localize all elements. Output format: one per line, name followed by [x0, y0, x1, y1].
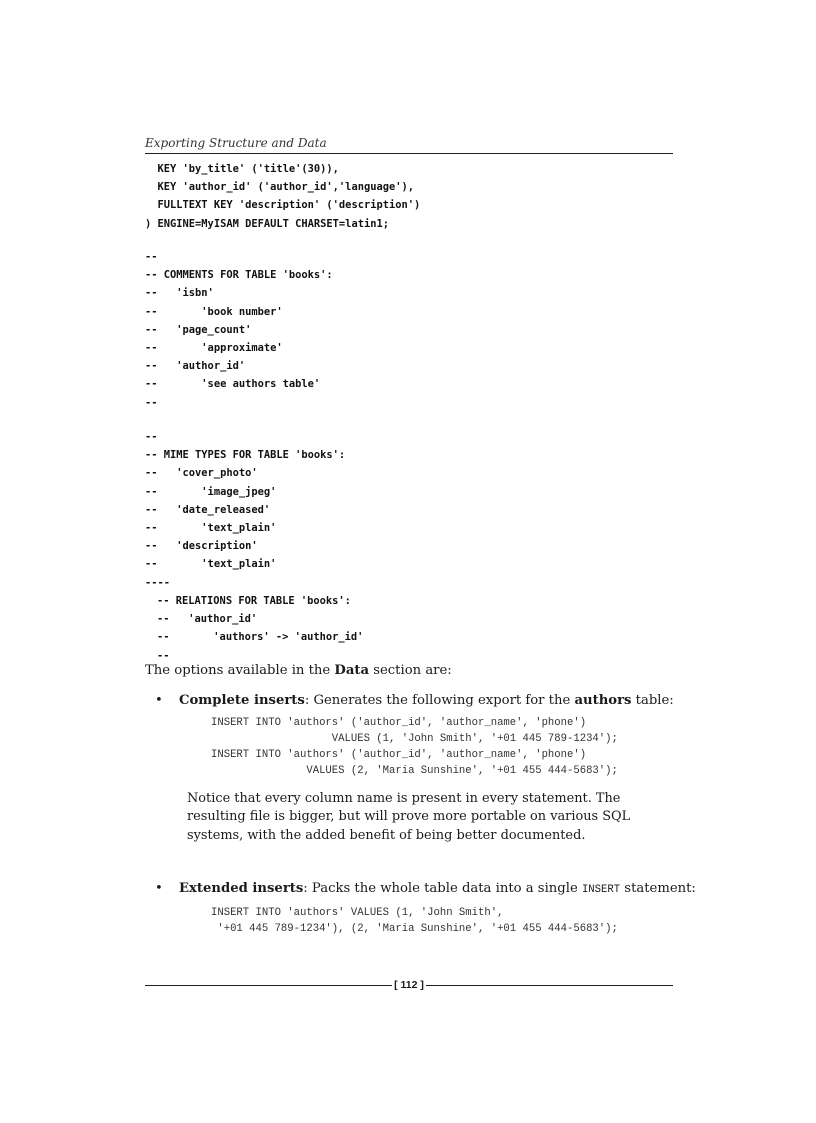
running-header: Exporting Structure and Data — [145, 135, 673, 154]
code-block-comments: -- -- COMMENTS FOR TABLE 'books': -- 'isbn' -- 'book number' -- 'page_count' -- 'approximate' -- 'author_id' -- 'see authors table' -- — [145, 251, 333, 409]
bullet-term: Complete inserts — [179, 693, 305, 708]
bullet-term: Extended inserts — [179, 881, 304, 896]
page-footer — [145, 978, 673, 992]
bullet-text — [179, 880, 696, 899]
notice-paragraph: Notice that every column name is present in every statement. The resulting file is bigger, but will prove more portable on various SQL systems, with the added benefit of being better documented. — [187, 791, 631, 843]
footer-rule-right — [426, 985, 673, 986]
bullet-text-after: statement: — [620, 881, 696, 896]
bullet-bold-word: authors — [574, 693, 632, 708]
intro-text-before: The options available in the — [145, 663, 335, 678]
bullet-text — [179, 692, 679, 710]
intro-text-after: section are: — [369, 663, 452, 678]
bullet-icon: • — [155, 881, 163, 896]
footer-rule-left — [145, 985, 392, 986]
code-block-sql-end: KEY 'by_title' ('title'(30)), KEY 'author_id' ('author_id','language'), FULLTEXT KEY 'description' ('description') ) ENGINE=MyISAM DEFAULT CHARSET=latin1; — [145, 163, 421, 230]
code-block-complete-inserts: INSERT INTO 'authors' ('author_id', 'author_name', 'phone') VALUES (1, 'John Smith', '+01 445 789-1234'); INSERT INTO 'authors' ('author_id', 'author_name', 'phone') VALUES (2, 'Maria Sunshine', '+01 455 444-5683'); — [211, 717, 618, 777]
code-block-extended-inserts: INSERT INTO 'authors' VALUES (1, 'John Smith', '+01 445 789-1234'), (2, 'Maria Sunshine', '+01 455 444-5683'); — [211, 907, 618, 935]
code-block-mime-types: -- -- MIME TYPES FOR TABLE 'books': -- 'cover_photo' -- 'image_jpeg' -- 'date_released' -- 'text_plain' -- 'description' -- 'text_plain' ---- — [145, 431, 346, 589]
code-block-relations: -- RELATIONS FOR TABLE 'books': -- 'author_id' -- 'authors' -> 'author_id' -- — [157, 595, 364, 662]
intro-bold-term: Data — [334, 663, 370, 678]
page-number: [ 112 ] — [394, 979, 424, 991]
inline-code: INSERT — [581, 884, 621, 896]
book-page — [145, 0, 696, 1123]
intro-paragraph — [145, 662, 673, 680]
bullet-icon: • — [155, 693, 163, 708]
bullet-text-after: table: — [631, 693, 674, 708]
bullet-text-before: : Generates the following export for the — [304, 693, 575, 708]
bullet-text-before: : Packs the whole table data into a single — [303, 881, 582, 896]
